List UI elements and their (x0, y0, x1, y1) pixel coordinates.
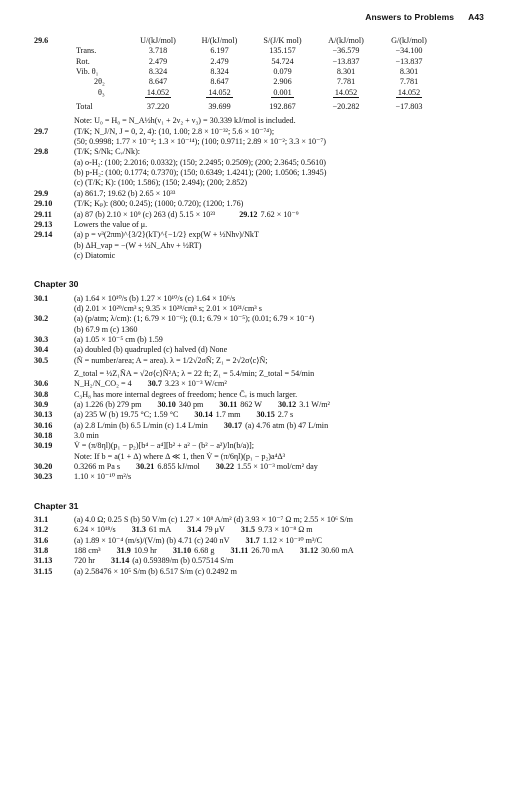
answer-text: 1.12 × 10⁻¹⁰ m³/C (262, 535, 323, 545)
answer-text: N_H₂/N_CO₂ = 4 (74, 379, 132, 389)
running-header (365, 12, 484, 22)
chapter-heading: Chapter 30 (34, 279, 79, 290)
table-cell: 54.724 (271, 56, 294, 66)
answer-text: 1.55 × 10⁻³ mol/cm² day (237, 462, 318, 472)
table-cell: −17.803 (395, 102, 423, 112)
column-header: S/(J/K mol) (263, 36, 302, 45)
problem-number: 30.7 (147, 379, 162, 389)
answer-text: (a) (p/atm; λ/cm): (1; 6.79 × 10⁻⁶); (0.1; 6.79 × 10⁻⁵); (0.01; 6.79 × 10⁻⁴) (74, 314, 315, 324)
answer-text: 188 cm³ (74, 546, 101, 556)
table-cell: 8.647 (148, 77, 168, 87)
chapter-heading: Chapter 31 (34, 500, 79, 511)
answer-29-14 (34, 230, 490, 261)
table-total-row (34, 98, 440, 112)
problem-number: 29.14 (34, 230, 53, 240)
row-label: Total (76, 102, 93, 112)
problem-number: 30.9 (34, 400, 49, 409)
page-number: A43 (468, 12, 484, 22)
problem-number: 30.17 (223, 420, 243, 430)
problem-number: 29.12 (239, 209, 258, 219)
problem-number: 31.9 (116, 546, 131, 556)
answers-content (34, 36, 490, 577)
row-label: Rot. (76, 56, 90, 66)
table-cell: 3.718 (148, 46, 168, 56)
answer-30-20 (34, 462, 490, 472)
column-header: A/(kJ/mol) (328, 36, 364, 45)
answer-31-15 (34, 567, 490, 577)
answer-30-9 (34, 400, 490, 410)
header-title: Answers to Problems (365, 12, 455, 22)
problem-number: 30.19 (34, 441, 53, 451)
answer-text: (a) 861.7; 19.62 (b) 2.65 × 10³³ (74, 188, 176, 198)
answer-text: (a) 4.0 Ω; 0.25 S (b) 50 V/m (c) 1.27 × 10⁸ A/m² (d) 3.93 × 10⁻⁷ Ω m; 2.55 × 10⁶ S/m (74, 515, 353, 525)
answer-29-7 (34, 127, 490, 148)
problem-number: 31.3 (131, 525, 146, 535)
row-label: θ₃ (98, 87, 105, 97)
table-cell: −20.282 (332, 102, 360, 112)
answer-text: (T/K; Kₚ): (800; 0.245); (1000; 0.720); (1200; 1.76) (74, 199, 244, 209)
table-cell: 14.052 (208, 87, 231, 97)
answer-30-16 (34, 421, 490, 431)
problem-number: 30.4 (34, 345, 49, 355)
table-cell: −36.579 (332, 46, 360, 56)
problem-number: 30.8 (34, 389, 49, 399)
answer-30-4 (34, 345, 490, 355)
answer-30-18 (34, 431, 490, 441)
answer-30-19 (34, 441, 490, 462)
table-cell: 135.157 (269, 46, 296, 56)
table-row (34, 46, 440, 56)
table-cell: 7.781 (336, 77, 356, 87)
answer-30-1 (34, 294, 490, 315)
answer-text: (a) o-H₂: (100; 2.2016; 0.0332); (150; 2.2495; 0.2509); (200; 2.3645; 0.5610) (74, 157, 326, 167)
problem-number: 30.23 (34, 472, 53, 482)
answer-text: (Ñ = number/area; A = area). λ = 1/2√2σÑ; Z₁ = 2√2σ⟨c⟩Ñ; (74, 355, 268, 365)
answer-text: Note: If b = a(1 + Δ) where Δ ≪ 1, then V̇ = (π/6ηl)(p₁ − p₂)a⁴Δ³ (74, 451, 286, 461)
table-cell: 2.479 (148, 56, 168, 66)
table-cell: −34.100 (395, 46, 423, 56)
table-cell: 0.079 (273, 67, 292, 77)
problem-number: 29.10 (34, 199, 53, 209)
table-cell: 2.479 (210, 56, 229, 66)
answer-text: (T/K; N_J/N, J = 0, 2, 4): (10, 1.00; 2.8 × 10⁻³²; 5.6 × 10⁻⁷⁴); (74, 126, 275, 136)
problem-number: 30.20 (34, 462, 53, 472)
answer-text: 340 pm (178, 400, 204, 409)
table-cell: −13.837 (395, 56, 423, 66)
answer-text: 61 mA (148, 525, 172, 535)
table-cell: 8.647 (210, 77, 229, 87)
thermo-table-29-6 (34, 36, 440, 112)
problem-number: 30.18 (34, 431, 53, 441)
answer-text: (d) 2.01 × 10²⁹/cm³ s; 9.35 × 10²⁸/cm³ s; 2.01 × 10²¹/cm³ s (74, 303, 262, 313)
answer-text: 3.1 W/m² (299, 400, 330, 409)
table-cell: 14.052 (397, 87, 421, 97)
table-cell: 2.906 (273, 77, 292, 87)
problem-number: 31.4 (187, 525, 202, 535)
table-cell: 192.867 (269, 102, 296, 112)
answer-text: (b) p-H₂: (100; 0.1774; 0.7370); (150; 0.6349; 1.4241); (200; 1.0506; 1.3945) (74, 168, 327, 178)
answer-29-9 (34, 189, 490, 199)
answer-30-13 (34, 410, 490, 420)
answer-text: 720 hr (74, 556, 95, 566)
table-cell: 6.197 (210, 46, 229, 56)
problem-number: 30.2 (34, 314, 49, 324)
answer-text: (a) 1.64 × 10¹⁰/s (b) 1.27 × 10¹⁰/s (c) 1.64 × 10⁶/s (74, 293, 236, 303)
answer-text: (c) (T/K; K): (100; 1.586); (150; 2.494); (200; 2.852) (74, 178, 248, 188)
problem-number: 31.10 (172, 546, 192, 556)
answer-31-6 (34, 536, 490, 546)
answer-30-23 (34, 472, 490, 482)
table-cell: 14.052 (334, 87, 358, 97)
answer-30-6 (34, 379, 490, 389)
problem-number: 30.6 (34, 379, 49, 389)
table-cell: 14.052 (146, 87, 170, 97)
answer-29-10 (34, 199, 490, 209)
problem-number: 31.7 (245, 535, 260, 545)
problem-number: 30.14 (194, 410, 213, 420)
answer-text: 30.60 mA (321, 546, 354, 556)
answer-text: (a) 4.76 atm (b) 47 L/min (245, 420, 329, 430)
table-cell: 8.324 (210, 67, 229, 77)
answer-text: (50; 0.9998; 1.77 × 10⁻⁴; 1.3 × 10⁻¹⁴); (100; 0.9711; 2.89 × 10⁻²; 3.3 × 10⁻⁷) (74, 137, 326, 147)
problem-number: 30.21 (136, 462, 155, 472)
answer-text: (a) 0.59389/m (b) 0.57514 S/m (132, 556, 234, 566)
problem-number: 30.12 (277, 400, 297, 409)
answer-text: (a) 2.8 L/min (b) 6.5 L/min (c) 1.4 L/min (74, 420, 208, 430)
problem-number: 31.14 (111, 556, 130, 566)
problem-number: 31.6 (34, 535, 49, 545)
problem-number: 31.11 (230, 546, 249, 556)
answer-30-2 (34, 314, 490, 335)
column-header: G/(kJ/mol) (391, 36, 427, 45)
answer-text: 6.855 kJ/mol (157, 462, 200, 472)
answer-text: (b) 67.9 m (c) 1360 (74, 324, 138, 334)
row-label: 2θ₂ (94, 77, 105, 87)
problem-number: 30.22 (215, 462, 235, 472)
problem-number: 31.15 (34, 566, 53, 576)
answer-text: (a) 1.05 × 10⁻⁵ cm (b) 1.59 (74, 334, 163, 344)
problem-number: 29.8 (34, 147, 49, 157)
answer-31-1 (34, 515, 490, 525)
row-label: Trans. (76, 46, 97, 56)
problem-number: 29.6 (34, 36, 49, 45)
answer-text: 862 W (240, 400, 262, 409)
table-header-row (34, 36, 440, 46)
answer-text: 6.68 g (194, 546, 215, 556)
table-cell: 37.220 (146, 102, 170, 112)
answer-29-8 (34, 147, 490, 188)
problem-number: 31.8 (34, 546, 49, 556)
problem-number: 30.10 (157, 400, 176, 409)
answer-31-13 (34, 556, 490, 566)
problem-number: 30.11 (219, 400, 238, 409)
table-cell: 8.301 (336, 67, 356, 77)
answer-text: (a) doubled (b) quadrupled (c) halved (d) None (74, 345, 228, 355)
answer-31-8 (34, 546, 490, 556)
problem-number: 30.5 (34, 355, 49, 365)
answer-30-8 (34, 390, 490, 400)
answer-31-2 (34, 525, 490, 535)
problem-number: 31.13 (34, 556, 53, 566)
answer-text: 3.0 min (74, 431, 99, 441)
answer-text: (a) 1.89 × 10⁻⁴ (m/s)/(V/m) (b) 4.71 (c) 240 nV (74, 535, 230, 545)
answer-text: 26.70 mA (251, 546, 284, 556)
answer-text: (T/K; S/Nk; Cᵥ/Nk): (74, 147, 141, 157)
problem-number: 30.3 (34, 334, 49, 344)
answer-text: 7.62 × 10⁻⁹ (260, 209, 299, 219)
problem-number: 31.1 (34, 515, 49, 525)
problem-number: 31.12 (299, 546, 319, 556)
answer-text: Z_total = ½Z₁ÑA = √2σ⟨c⟩Ñ²A; λ = 22 ft; Z₁ = 5.4/min; Z_total = 54/min (74, 368, 315, 378)
table-note: Note: U₀ = H₀ = N_A½h(ν₁ + 2ν₂ + ν₃) = 30.339 kJ/mol is included. (74, 116, 296, 126)
problem-number: 31.5 (240, 525, 256, 535)
problem-number: 29.7 (34, 126, 49, 136)
column-header: U/(kJ/mol) (140, 36, 176, 45)
answer-text: V̇ = (π/8ηl)(p₁ − p₂)[b⁴ − a⁴][b² + a² − (b² − a²)/ln(b/a)]; (74, 441, 254, 451)
problem-number: 30.15 (256, 410, 275, 420)
problem-number: 29.13 (34, 219, 53, 229)
answer-30-5 (34, 356, 490, 380)
answer-text: 9.73 × 10⁻⁸ Ω m (258, 525, 313, 535)
answer-29-11 (34, 210, 490, 220)
answer-text: (a) 87 (b) 2.10 × 10⁹ (c) 263 (d) 5.15 × 10²³ (74, 209, 216, 219)
row-label: Vib. θ₁ (76, 67, 99, 77)
table-cell: 8.301 (399, 67, 419, 77)
problem-number: 30.13 (34, 410, 53, 420)
answer-30-3 (34, 335, 490, 345)
answer-text: C₃H₈ has more internal degrees of freedom; hence C̄ᵥ is much larger. (74, 389, 298, 399)
answer-text: (b) ΔH_vap = −(W + ½N_Ahν + ½RT) (74, 240, 202, 250)
problem-number: 29.9 (34, 188, 49, 198)
answer-text: 1.7 mm (215, 410, 241, 420)
answer-text: 6.24 × 10¹⁸/s (74, 525, 116, 535)
answer-text: (c) Diatomic (74, 250, 116, 260)
answer-text: 2.7 s (277, 410, 294, 420)
problem-number: 29.11 (34, 209, 52, 219)
table-cell: 0.001 (273, 87, 292, 97)
table-cell: 39.699 (208, 102, 231, 112)
table-cell: 8.324 (148, 67, 168, 77)
table-row (34, 57, 440, 67)
answer-text: 0.3266 m Pa s (74, 462, 121, 472)
answer-29-13 (34, 220, 490, 230)
table-row (34, 77, 440, 87)
answer-text: 3.23 × 10⁻³ W/cm² (164, 379, 227, 389)
problem-number: 30.1 (34, 293, 49, 303)
answer-text: 79 μV (204, 525, 225, 535)
problem-number: 31.2 (34, 525, 49, 535)
answer-text: 1.10 × 10⁻¹⁰ m²/s (74, 472, 132, 482)
column-header: H/(kJ/mol) (201, 36, 238, 45)
table-row (34, 88, 440, 98)
answer-text: (a) 1.226 (b) 279 pm (74, 400, 142, 409)
table-row (34, 67, 440, 77)
answer-text: (a) p = ν³(2πm)^{3/2}(kT)^{−1/2} exp(W + ½Nhν)/NkT (74, 230, 259, 240)
answer-text: 10.9 hr (133, 546, 157, 556)
answer-text: (a) 235 W (b) 19.75 °C; 1.59 °C (74, 410, 179, 420)
answer-text: (a) 2.58476 × 10⁵ S/m (b) 6.517 S/m (c) 0.2492 m (74, 566, 237, 576)
table-cell: 7.781 (399, 77, 419, 87)
table-cell: −13.837 (332, 56, 360, 66)
answer-text: Lowers the value of μ. (74, 219, 148, 229)
problem-number: 30.16 (34, 420, 53, 430)
